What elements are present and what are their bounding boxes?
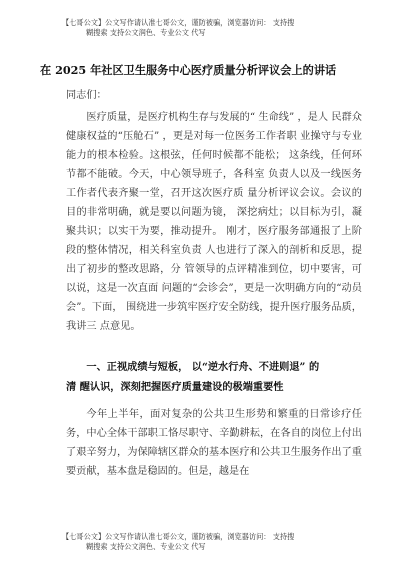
section-heading-1 [66, 357, 366, 397]
footer-line-1: 【七哥公文】公文写作请认准七哥公文，谨防被骗，浏览器访问： 支持搜 [62, 532, 295, 541]
section-heading-1-line-1: 一、正视成绩与短板， 以“逆水行舟、不进则退” 的 [86, 361, 320, 373]
body-paragraph-2: 今年上半年，面对复杂的公共卫生形势和繁重的日常诊疗任务，中心全体干部职工恪尽职守、辛勤耕耘，在各自的岗位上付出了艰辛努力，为保障辖区群众的基本医疗和公共卫生服务作出了重要贡献，基本盘是稳固的。但是，越是在 [66, 409, 362, 477]
header-line-2: 糊搜索 支持公文润色、专业公文 代写 [86, 28, 206, 37]
page-footer-watermark [62, 532, 392, 552]
speech-title: 在 2025 年社区卫生服务中心医疗质量分析评议会上的讲话 [40, 63, 337, 77]
body-paragraph-1: 医疗质量，是医疗机构生存与发展的“ 生命线” ，是人 民群众健康权益的“压舱石” ，更是对每一位医务工作者职 业操守与专业能力的根本检验。这根弦，任何时候都不能松； 这条线，任何环节都不能破。今天，中心领导班子，各科室 负责人以及一线医务工作者代表齐聚一堂，召开这次医疗质 量分析评议会议。会议的目的非常明确，就是要以问题为镜， 深挖病灶；以目标为引，凝聚共识；以实干为要，推动提升。 刚才，医疗服务部通报了上阶段的整体情况，相关科室负责 人也进行了深入的剖析和反思，提出了初步的整改思路，分 管领导的点评精准到位，切中要害，可以说，这是一次直面 问题的“会诊会”，更是一次明确方向的“动员会”。下面， 围绕进一步筑牢医疗安全防线，提升医疗服务品质，我讲三 点意见。 [66, 112, 362, 332]
footer-line-2: 糊搜索 支持公文润色、专业公文 代写 [86, 542, 206, 551]
section-heading-1-line-2: 清 醒认识，深刻把握医疗质量建设的极端重要性 [66, 381, 284, 393]
header-line-1: 【七哥公文】公文写作请认准七哥公文，谨防被骗，浏览器访问： 支持搜 [62, 18, 295, 27]
page-header-watermark [62, 18, 392, 38]
salutation: 同志们： [66, 90, 107, 101]
